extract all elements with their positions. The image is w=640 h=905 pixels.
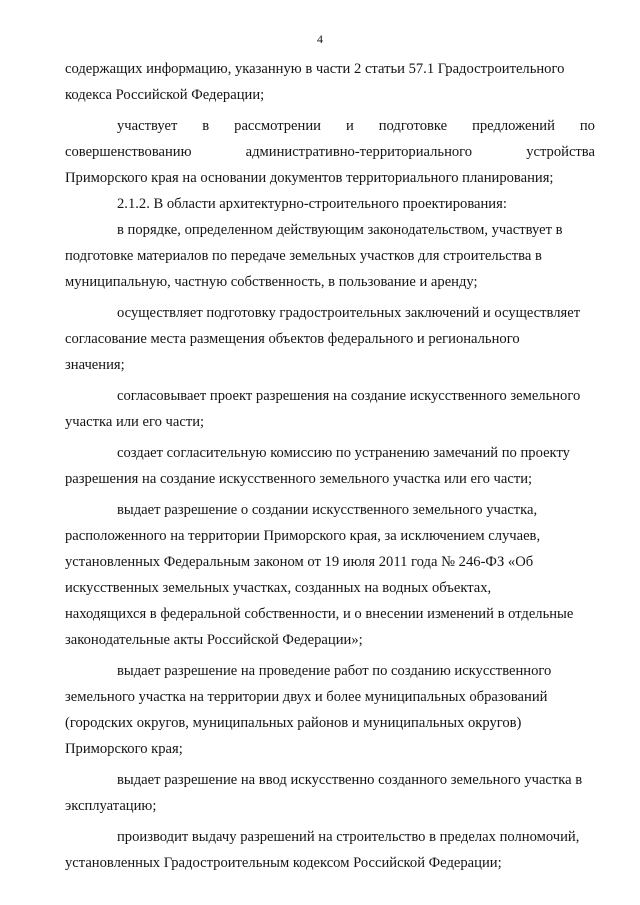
- paragraph-construction-permits: [65, 824, 595, 876]
- text-line: содержащих информацию, указанную в части 2 статьи 57.1 Градостроительного: [65, 61, 565, 77]
- text-line: земельного участка на территории двух и более муниципальных образований: [65, 689, 548, 705]
- text-line: выдает разрешение о создании искусственного земельного участка,: [117, 502, 538, 518]
- text-line: установленных Градостроительным кодексом Российской Федерации;: [65, 855, 502, 871]
- text-line: расположенного на территории Приморского края, за исключением случаев,: [65, 528, 541, 544]
- text-line: [65, 139, 595, 165]
- text-line: осуществляет подготовку градостроительных заключений и осуществляет: [117, 305, 581, 321]
- text-line: создает согласительную комиссию по устранению замечаний по проекту: [117, 445, 570, 461]
- word: и: [345, 118, 354, 134]
- text-line: [65, 113, 595, 139]
- word: устройства: [526, 144, 595, 160]
- text-line: кодекса Российской Федерации;: [65, 87, 265, 103]
- paragraph-conciliation-commission: [65, 440, 595, 492]
- text-line: подготовке материалов по передаче земельных участков для строительства в: [65, 248, 542, 264]
- paragraph-works-permit: [65, 658, 595, 762]
- text-line: Приморского края;: [65, 741, 183, 757]
- text-line: законодательные акты Российской Федерации»;: [65, 632, 363, 648]
- text-line: выдает разрешение на ввод искусственно созданного земельного участка в: [117, 772, 583, 788]
- word: рассмотрении: [234, 118, 321, 134]
- text-line: согласование места размещения объектов федерального и регионального: [65, 331, 520, 347]
- word: по: [579, 118, 595, 134]
- text-line: согласовывает проект разрешения на создание искусственного земельного: [117, 388, 581, 404]
- word: в: [202, 118, 210, 134]
- text-line: эксплуатацию;: [65, 798, 157, 814]
- text-line: находящихся в федеральной собственности, и о внесении изменений в отдельные: [65, 606, 574, 622]
- page-number: 4: [317, 32, 323, 46]
- paragraph-commissioning-permit: [65, 767, 595, 819]
- document-body: [65, 56, 595, 876]
- paragraph-gradcode-reference: [65, 56, 595, 108]
- text-line: производит выдачу разрешений на строительство в пределах полномочий,: [117, 829, 580, 845]
- word: предложений: [472, 118, 555, 134]
- section-heading-2-1-2: [65, 191, 595, 217]
- text-line: в порядке, определенном действующим законодательством, участвует в: [117, 222, 563, 238]
- word: участвует: [117, 118, 178, 134]
- paragraph-territorial-structure: [65, 113, 595, 191]
- text-line: значения;: [65, 357, 125, 373]
- paragraph-urban-conclusions: [65, 300, 595, 378]
- text-line: разрешения на создание искусственного земельного участка или его части;: [65, 471, 533, 487]
- text-line: участка или его части;: [65, 414, 205, 430]
- paragraph-artificial-land-permit: [65, 497, 595, 653]
- text-line: установленных Федеральным законом от 19 июля 2011 года № 246-ФЗ «Об: [65, 554, 534, 570]
- text-line: выдает разрешение на проведение работ по созданию искусственного: [117, 663, 552, 679]
- paragraph-approves-project: [65, 383, 595, 435]
- word: административно-территориального: [245, 144, 473, 160]
- text-line: искусственных земельных участках, созданных на водных объектах,: [65, 580, 492, 596]
- text-line: (городских округов, муниципальных районов и муниципальных округов): [65, 715, 522, 731]
- paragraph-land-transfer: [65, 217, 595, 295]
- text-line: Приморского края на основании документов территориального планирования;: [65, 170, 554, 186]
- word: подготовке: [378, 118, 448, 134]
- text-line: 2.1.2. В области архитектурно-строительного проектирования:: [117, 196, 507, 212]
- text-line: муниципальную, частную собственность, в пользование и аренду;: [65, 274, 478, 290]
- word: совершенствованию: [65, 144, 192, 160]
